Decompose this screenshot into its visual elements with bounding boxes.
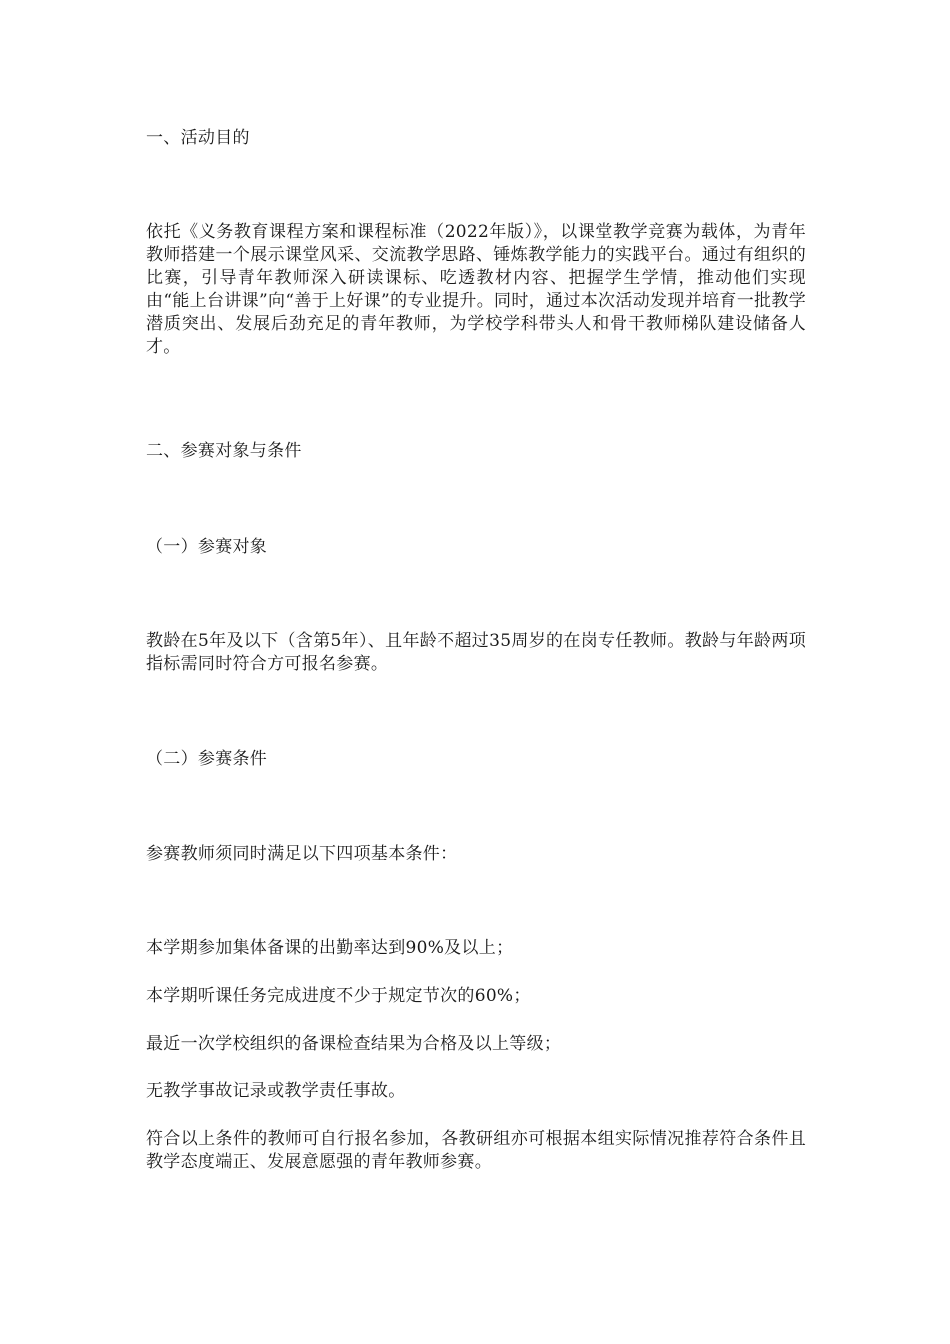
purpose-paragraph: 依托《义务教育课程方案和课程标准（2022年版）》，以课堂教学竞赛为载体，为青年教师搭建一个展示课堂风采、交流教学思路、锤炼教学能力的实践平台。通过有组织的比赛，引导青年教师深入研读课标、吃透教材内容、把握学生学情，推动他们实现由“能上台讲课”向“善于上好课”的专业提升。同时，通过本次活动发现并培育一批教学潜质突出、发展后劲充足的青年教师，为学校学科带头人和骨干教师梯队建设储备人才。 [146,222,806,357]
condition-item: 最近一次学校组织的备课检查结果为合格及以上等级； [146,1034,562,1054]
conditions-intro: 参赛教师须同时满足以下四项基本条件： [146,844,458,864]
section-heading-purpose: 一、活动目的 [146,128,250,148]
subsection-heading-targets: （一）参赛对象 [146,537,268,557]
condition-item: 无教学事故记录或教学责任事故。 [146,1081,406,1101]
targets-paragraph: 教龄在5年及以下（含第5年）、且年龄不超过35周岁的在岗专任教师。教龄与年龄两项指标需同时符合方可报名参赛。 [146,631,806,674]
condition-item: 本学期参加集体备课的出勤率达到90%及以上； [146,938,514,958]
section-heading-participants: 二、参赛对象与条件 [146,441,302,461]
conditions-closing-paragraph: 符合以上条件的教师可自行报名参加，各教研组亦可根据本组实际情况推荐符合条件且教学态度端正、发展意愿强的青年教师参赛。 [146,1129,806,1172]
subsection-heading-conditions: （二）参赛条件 [146,749,268,769]
condition-item: 本学期听课任务完成进度不少于规定节次的60%； [146,986,531,1006]
